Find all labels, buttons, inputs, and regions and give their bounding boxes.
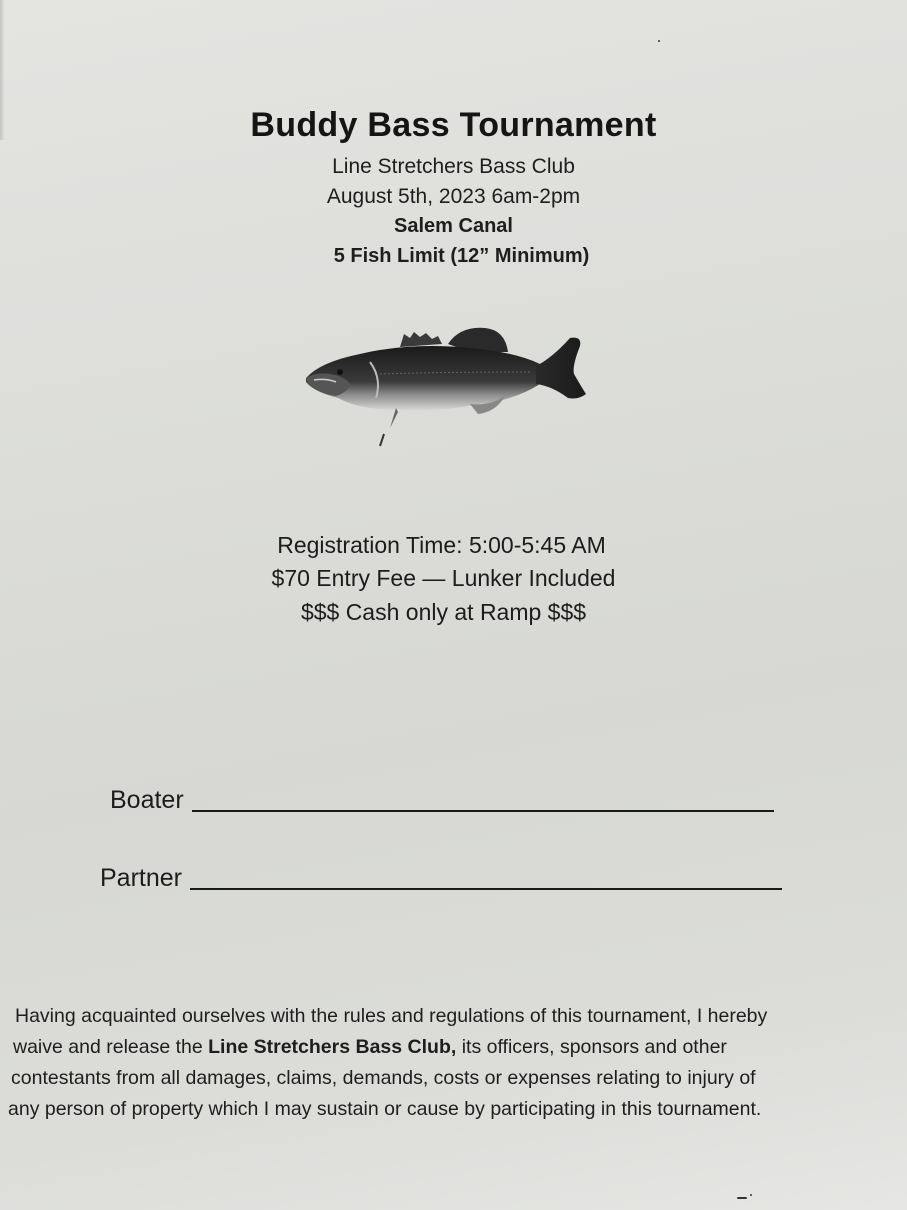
waiver-line-2-end: its officers, sponsors and other xyxy=(456,1036,727,1058)
waiver-line-3: contestants from all damages, claims, demands, costs or expenses relating to injury of xyxy=(11,1067,756,1089)
boater-signature-line[interactable] xyxy=(192,810,774,812)
event-date-time: August 5th, 2023 6am-2pm xyxy=(326,185,581,208)
waiver-line-4: any person of property which I may sustain or cause by participating in this tournament. xyxy=(8,1098,762,1120)
paper-speck xyxy=(737,1197,747,1199)
paper-speck xyxy=(750,1194,752,1196)
registration-time: Registration Time: 5:00-5:45 AM xyxy=(277,532,606,558)
waiver-club-name: Line Stretchers Bass Club, xyxy=(208,1036,457,1058)
liability-waiver xyxy=(8,1001,888,1125)
boater-label: Boater xyxy=(110,786,184,814)
event-location: Salem Canal xyxy=(394,215,513,237)
entry-fee: $70 Entry Fee — Lunker Included xyxy=(271,565,616,591)
partner-field xyxy=(100,866,782,891)
tournament-title: Buddy Bass Tournament xyxy=(250,106,657,144)
bass-fish-icon xyxy=(300,322,590,452)
waiver-line-2-start: waive and release the xyxy=(13,1036,209,1058)
fish-limit: 5 Fish Limit (12” Minimum) xyxy=(333,245,590,267)
payment-note: $$$ Cash only at Ramp $$$ xyxy=(300,599,587,625)
partner-signature-line[interactable] xyxy=(190,888,782,890)
partner-label: Partner xyxy=(100,864,182,892)
paper-speck xyxy=(658,40,660,42)
club-name: Line Stretchers Bass Club xyxy=(332,155,575,178)
waiver-line-2 xyxy=(8,1032,888,1063)
boater-field xyxy=(110,788,774,813)
waiver-line-1: Having acquainted ourselves with the rules and regulations of this tournament, I hereby xyxy=(15,1005,768,1027)
